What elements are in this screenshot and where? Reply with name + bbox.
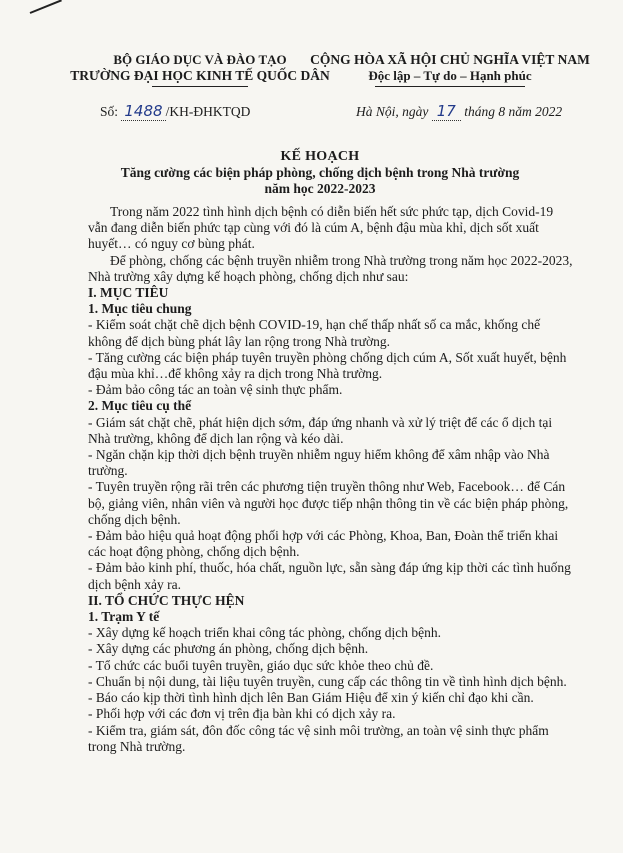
document-number — [100, 102, 250, 121]
subsection-heading: 1. Mục tiêu chung — [88, 301, 192, 317]
list-item: - Xây dựng kế hoạch triển khai công tác phòng, chống dịch bệnh. — [88, 625, 441, 641]
list-item: - Đảm bảo kinh phí, thuốc, hóa chất, nguồn lực, sẵn sàng đáp ứng kịp thời các tình huống dịch bệnh xảy ra. — [88, 560, 571, 592]
ref-number-handwritten: 1488 — [121, 102, 165, 121]
title-main: KẾ HOẠCH — [280, 149, 360, 164]
list-item: - Tuyên truyền rộng rãi trên các phương tiện truyền thông như Web, Facebook… để Cán bộ, giảng viên, nhân viên và người học được tiếp nhận thông tin về các biện pháp phòng, chống dịch bệnh. — [88, 479, 569, 527]
list-item: - Ngăn chặn kịp thời dịch bệnh truyền nhiễm nguy hiểm không để xâm nhập vào Nhà trường. — [88, 447, 550, 479]
date-day-handwritten: 17 — [432, 102, 461, 121]
list-item: - Kiểm soát chặt chẽ dịch bệnh COVID-19, hạn chế thấp nhất số ca mắc, khống chế không để dịch bùng phát lây lan rộng trong Nhà trường. — [88, 317, 541, 349]
pen-mark — [30, 0, 62, 14]
motto-underline — [375, 86, 525, 87]
list-item: - Kiểm tra, giám sát, đôn đốc công tác vệ sinh môi trường, an toàn vệ sinh thực phẩm trong Nhà trường. — [88, 722, 549, 754]
list-item: - Phối hợp với các đơn vị trên địa bàn khi có dịch xảy ra. — [88, 706, 396, 722]
issuer-underline — [152, 86, 248, 87]
title-line3: năm học 2022-2023 — [264, 181, 376, 196]
title-line2: Tăng cường các biện pháp phòng, chống dịch bệnh trong Nhà trường — [120, 165, 520, 180]
university-name: TRƯỜNG ĐẠI HỌC KINH TẾ QUỐC DÂN — [70, 68, 330, 83]
list-item: - Chuẩn bị nội dung, tài liệu tuyên truyền, cung cấp các thông tin về tình hình dịch bệnh. — [88, 673, 567, 689]
list-item: - Báo cáo kịp thời tình hình dịch lên Ban Giám Hiệu để xin ý kiến chỉ đạo khi cần. — [88, 690, 534, 706]
section-heading: I. MỤC TIÊU — [88, 285, 169, 301]
ministry-name: BỘ GIÁO DỤC VÀ ĐÀO TẠO — [113, 52, 287, 67]
intro-paragraph: Trong năm 2022 tình hình dịch bệnh có diễn biến hết sức phức tạp, dịch Covid-19 vẫn đang diễn biến phức tạp cùng với đó là cúm A, bệnh đậu mùa khỉ, dịch sốt xuất huyết… có nguy cơ bùng phát. — [88, 204, 554, 252]
list-item: - Đảm bảo hiệu quả hoạt động phối hợp với các Phòng, Khoa, Ban, Đoàn thể triển khai các hoạt động phòng, chống dịch bệnh. — [88, 528, 559, 560]
national-motto-block — [300, 52, 600, 87]
document-date — [356, 102, 562, 121]
document-title — [60, 148, 580, 197]
intro-paragraph: Để phòng, chống các bệnh truyền nhiễm trong Nhà trường trong năm học 2022-2023, Nhà trường xây dựng kế hoạch phòng, chống dịch như sau: — [88, 252, 573, 284]
ref-suffix: /KH-ĐHKTQD — [165, 104, 251, 119]
country-name: CỘNG HÒA XÃ HỘI CHỦ NGHĨA VIỆT NAM — [310, 52, 590, 67]
list-item: - Giám sát chặt chẽ, phát hiện dịch sớm, đáp ứng nhanh và xử lý triệt để các ổ dịch tại Nhà trường, không để dịch lan rộng và kéo dài. — [88, 414, 553, 446]
subsection-heading: 2. Mục tiêu cụ thể — [88, 398, 192, 414]
section-heading: II. TỔ CHỨC THỰC HỆN — [88, 592, 245, 608]
list-item: - Tăng cường các biện pháp tuyên truyền phòng chống dịch cúm A, Sốt xuất huyết, bệnh đậu mùa khỉ…để không xảy ra dịch trong Nhà trường. — [88, 349, 567, 382]
list-item: - Xây dựng các phương án phòng, chống dịch bệnh. — [88, 641, 369, 657]
list-item: - Tổ chức các buổi tuyên truyền, giáo dục sức khỏe theo chủ đề. — [88, 657, 434, 673]
list-item: - Đảm bảo công tác an toàn vệ sinh thực phẩm. — [88, 382, 343, 398]
date-prefix: Hà Nội, ngày — [356, 104, 429, 119]
subsection-heading: 1. Trạm Y tế — [88, 609, 160, 625]
date-suffix: tháng 8 năm 2022 — [464, 104, 563, 119]
document-body — [88, 204, 574, 755]
issuer-block — [70, 52, 330, 87]
motto: Độc lập – Tự do – Hạnh phúc — [368, 68, 532, 83]
ref-prefix: Số: — [100, 104, 119, 119]
